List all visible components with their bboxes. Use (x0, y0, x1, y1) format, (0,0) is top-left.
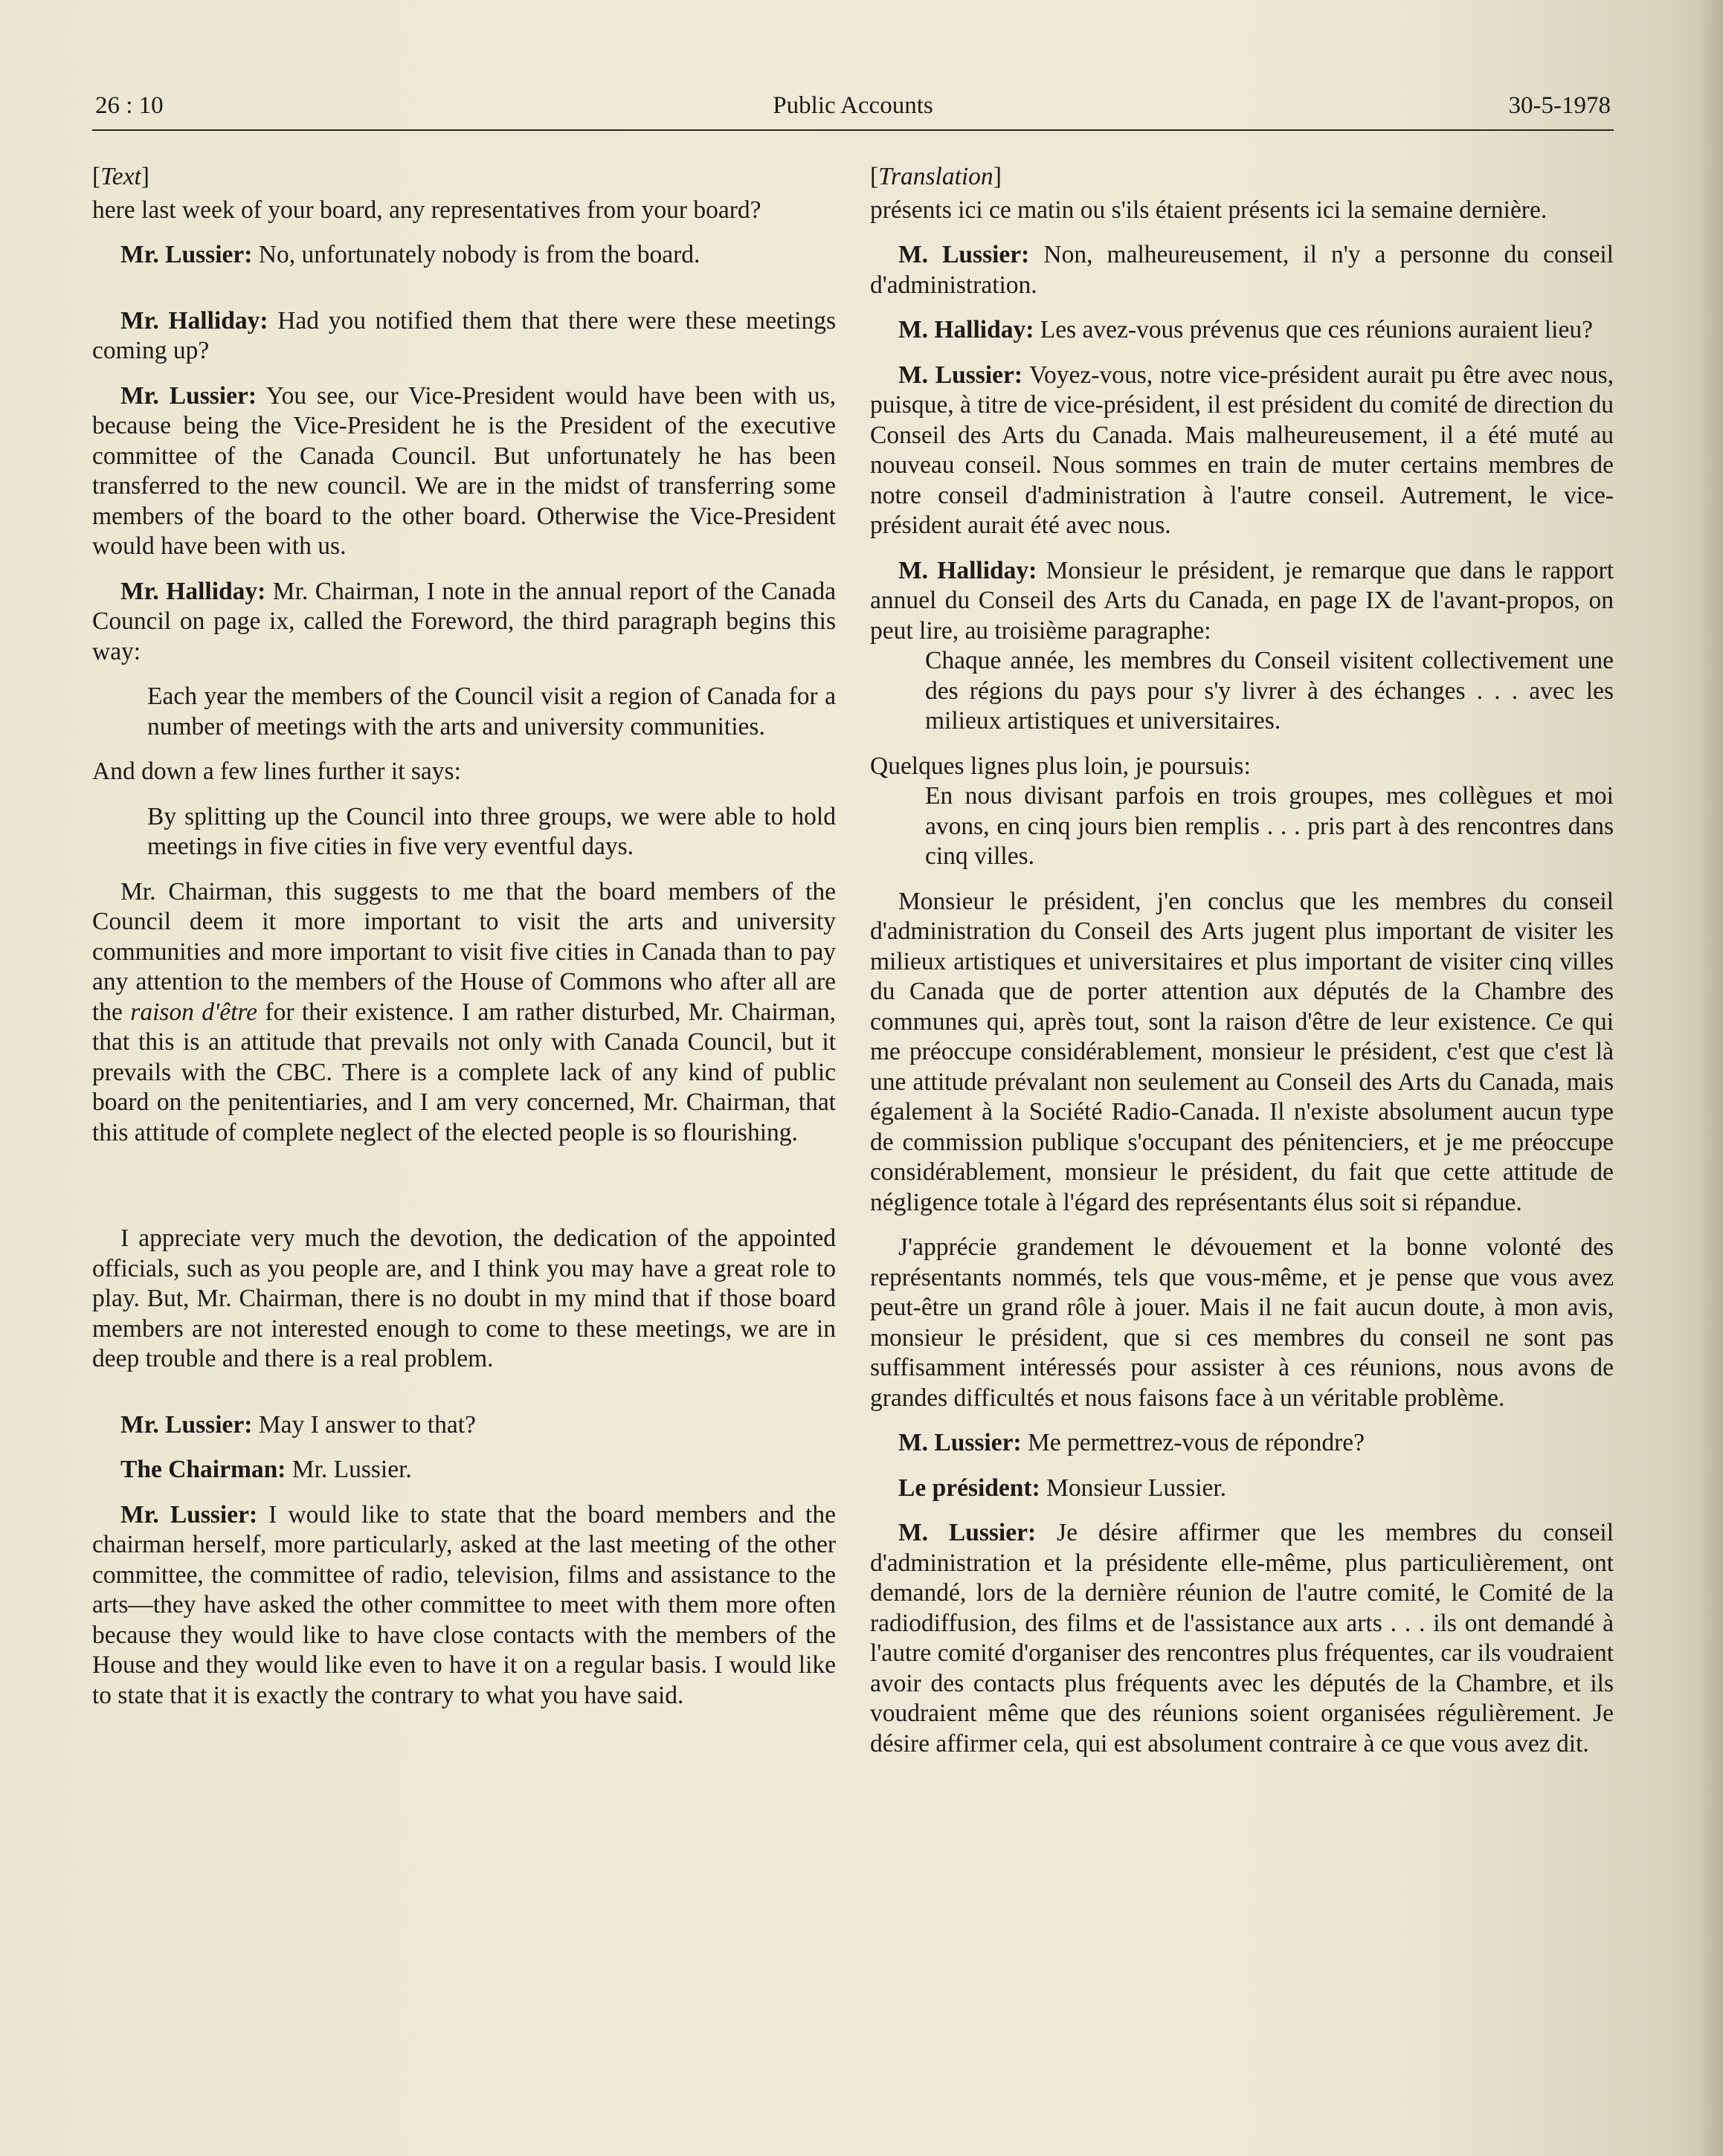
speaker: Mr. Lussier: (120, 1410, 253, 1439)
paragraph: Mr. Lussier: No, unfortunately nobody is from the board. (120, 241, 701, 268)
speaker: M. Halliday: (898, 556, 1037, 584)
paragraph: présents ici ce matin ou s'ils étaient présents ici la semaine dernière. (870, 196, 1548, 224)
speaker: M. Lussier: (898, 1429, 1022, 1456)
paragraph: M. Halliday: Monsieur le président, je remarque que dans le rapport annuel du Conseil des Arts du Canada, en page IX de l'avant-propos, on peut lire, au troisième paragraphe: (870, 556, 1614, 645)
speaker: M. Halliday: (898, 316, 1034, 343)
speaker: The Chairman: (120, 1456, 286, 1483)
paragraph: M. Lussier: Me permettrez-vous de répondre? (898, 1429, 1365, 1456)
paragraph: Mr. Chairman, this suggests to me that the board members of the Council deem it more important to visit the arts and university communities and more important to visit five cities in Canada than to pay any attention to the members of the House of Commons who after all are the raison d'être for their existence. I am rather disturbed, Mr. Chairman, that this is an attitude that prevails not only with Canada Council, but it prevails with the CBC. There is a complete lack of any kind of public board on the penitentiaries, and I am very concerned, Mr. Chairman, that this attitude of complete neglect of the elected people is so flourishing. (92, 877, 837, 1146)
french-column (870, 162, 1614, 1759)
paragraph: Mr. Halliday: Had you notified them that there were these meetings coming up? (92, 306, 836, 364)
paragraph: Mr. Lussier: You see, our Vice-President would have been with us, because being the Vice-President he is the President of the executive committee of the Canada Council. But unfortunately he has been transferred to the new council. We are in the midst of transferring some members of the board to the other board. Otherwise the Vice-President would have been with us. (92, 381, 836, 560)
speaker: M. Lussier: (898, 1519, 1037, 1546)
publication-title: Public Accounts (773, 92, 933, 119)
page-date: 30-5-1978 (1508, 92, 1611, 119)
paragraph: The Chairman: Mr. Lussier. (120, 1456, 412, 1483)
block-quote: Each year the members of the Council visit a region of Canada for a number of meetings with the arts and university communities. (147, 682, 836, 740)
paragraph: Mr. Lussier: May I answer to that? (120, 1410, 476, 1439)
speaker: Mr. Lussier: (120, 381, 257, 410)
speaker: M. Lussier: (898, 361, 1023, 389)
paragraph: Quelques lignes plus loin, je poursuis: (870, 752, 1251, 780)
paragraph: Monsieur le président, j'en conclus que les membres du conseil d'administration du Conseil des Arts jugent plus important de visiter les milieux artistiques et universitaires et plus important de visiter cinq villes du Canada que de porter attention aux députés de la Chambre des communes qui, après tout, sont la raison d'être de leur existence. Ce qui me préoccupe considérablement, monsieur le président, c'est que c'est là une attitude prévalant non seulement au Conseil des Arts du Canada, mais également à la Société Radio-Canada. Il n'existe absolument aucun type de commission publique s'occupant des pénitenciers, et je me préoccupe considérablement, monsieur le président, du fait que cette attitude de négligence totale à l'égard des représentants élus soit si répandue. (870, 887, 1614, 1216)
english-column (92, 162, 836, 1711)
page-header (92, 88, 1614, 131)
speaker: Mr. Halliday: (120, 577, 266, 605)
paragraph: J'apprécie grandement le dévouement et la bonne volonté des représentants nommés, tels que vous-même, et je pense que vous avez peut-être un grand rôle à jouer. Mais il ne fait aucun doute, à mon avis, monsieur le président, que si ces membres du conseil ne sont pas suffisamment intéressés pour assister à ces réunions, nous avons de grandes difficultés et nous faisons face à un véritable problème. (870, 1233, 1614, 1412)
block-quote: Chaque année, les membres du Conseil visitent collectivement une des régions du pays pour s'y livrer à des échanges . . . avec les milieux artistiques et universitaires. (925, 647, 1614, 735)
paragraph: And down a few lines further it says: (92, 758, 461, 785)
section-label: [Translation] (870, 163, 1002, 190)
page-edge-shadow (1699, 0, 1723, 2156)
paragraph: here last week of your board, any representatives from your board? (92, 196, 761, 224)
speaker: Mr. Lussier: (120, 1500, 258, 1529)
paragraph: M. Lussier: Voyez-vous, notre vice-président aurait pu être avec nous, puisque, à titre de vice-président, il est président du comité de direction du Conseil des Arts du Canada. Mais malheureusement, il a été muté au nouveau conseil. Nous sommes en train de muter certains membres de notre conseil d'administration à l'autre conseil. Autrement, le vice-président aurait été avec nous. (870, 361, 1614, 539)
paragraph: Le président: Monsieur Lussier. (898, 1474, 1227, 1502)
block-quote: En nous divisant parfois en trois groupes, mes collègues et moi avons, en cinq jours bien remplis . . . pris part à des rencontres dans cinq villes. (925, 782, 1614, 870)
speaker: Le président: (898, 1474, 1040, 1502)
paragraph: Mr. Lussier: I would like to state that the board members and the chairman herself, more particularly, asked at the last meeting of the other committee, the committee of radio, television, films and assistance to the arts—they have asked the other committee to meet with them more often because they would like to have close contacts with the members of the House and they would like even to have it on a regular basis. I would like to state that it is exactly the contrary to what you have said. (92, 1500, 836, 1709)
paragraph: M. Halliday: Les avez-vous prévenus que ces réunions auraient lieu? (898, 316, 1593, 343)
section-label: [Text] (92, 163, 149, 190)
paragraph: I appreciate very much the devotion, the dedication of the appointed officials, such as you people are, and I think you may have a great role to play. But, Mr. Chairman, there is no doubt in my mind that if those board members are not interested enough to come to these meetings, we are in deep trouble and there is a real problem. (92, 1224, 836, 1372)
page-number: 26 : 10 (95, 92, 164, 119)
paragraph: M. Lussier: Je désire affirmer que les membres du conseil d'administration et la présidente elle-même, plus particulièrement, ont demandé, lors de la dernière réunion de l'autre comité, le Comité de la radiodiffusion, des films et de l'assistance aux arts . . . ils ont demandé à l'autre comité d'organiser des rencontres plus fréquentes, car ils voudraient avoir des contacts plus fréquents avec les députés de la Chambre, et ils voudraient même que des réunions soient organisées régulièrement. Je désire affirmer cela, qui est absolument contraire à ce que vous avez dit. (870, 1519, 1614, 1758)
speaker: M. Lussier: (898, 241, 1030, 268)
paragraph: Mr. Halliday: Mr. Chairman, I note in the annual report of the Canada Council on page ix, called the Foreword, the third paragraph begins this way: (92, 577, 836, 665)
speaker: Mr. Lussier: (120, 241, 253, 268)
block-quote: By splitting up the Council into three groups, we were able to hold meetings in five cities in five very eventful days. (147, 802, 836, 860)
speaker: Mr. Halliday: (120, 306, 268, 335)
paragraph: M. Lussier: Non, malheureusement, il n'y a personne du conseil d'administration. (870, 241, 1614, 299)
